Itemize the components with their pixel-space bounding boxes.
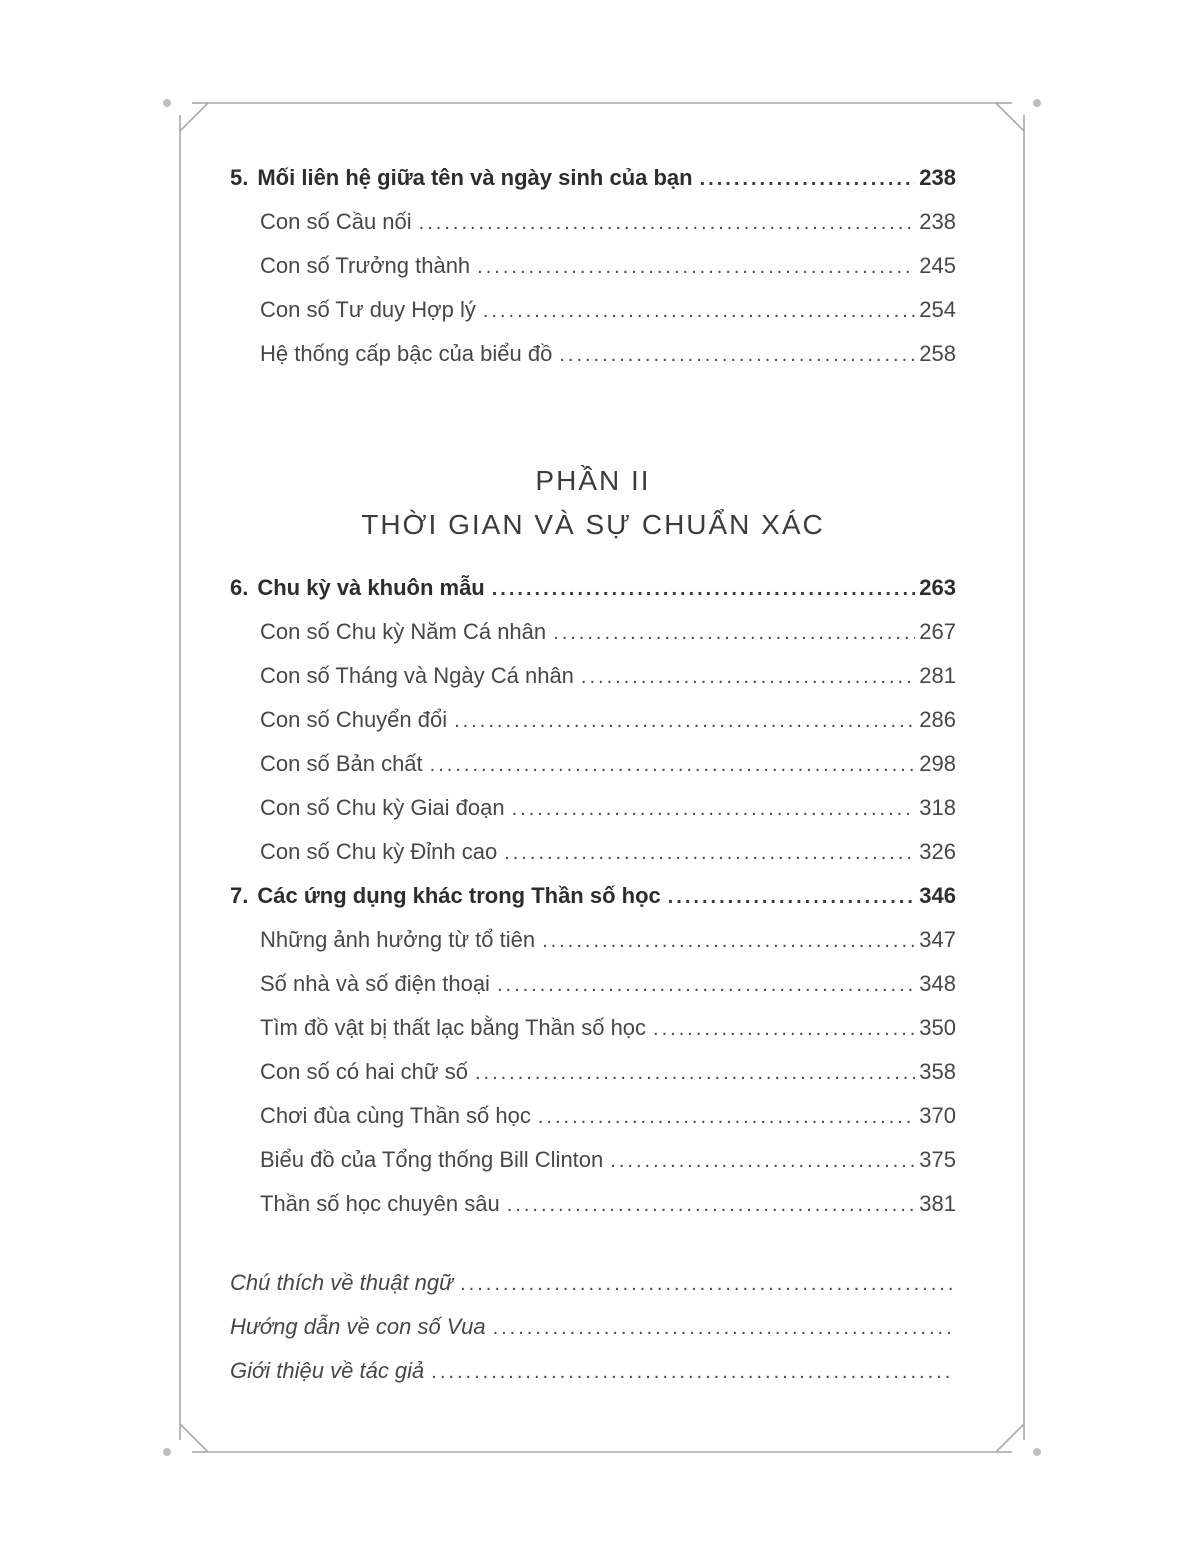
entry-title: Con số Chu kỳ Năm Cá nhân — [260, 619, 547, 644]
toc-sub-entry — [230, 332, 956, 376]
dot-leader — [512, 786, 916, 831]
page-number: 326 — [919, 839, 956, 864]
dot-leader — [507, 1182, 916, 1227]
page-number: 263 — [919, 575, 956, 600]
entry-title: Con số Chu kỳ Đỉnh cao — [260, 839, 498, 864]
page-number: 286 — [919, 707, 956, 732]
page-number: 298 — [919, 751, 956, 776]
entry-title: Chú thích về thuật ngữ — [230, 1270, 454, 1295]
part-heading — [230, 459, 956, 547]
page-number: 350 — [919, 1015, 956, 1040]
dot-leader — [493, 1305, 952, 1350]
dot-leader — [460, 1261, 952, 1306]
page-number: 375 — [919, 1147, 956, 1172]
page-number: 348 — [919, 971, 956, 996]
toc-sub-entry — [230, 1050, 956, 1094]
chapter-number: 6. — [230, 575, 249, 600]
dot-leader — [475, 1050, 915, 1095]
entry-title: Con số Trưởng thành — [260, 253, 471, 278]
dot-leader — [504, 830, 915, 875]
entry-title: Hướng dẫn về con số Vua — [230, 1314, 486, 1339]
entry-title: Tìm đồ vật bị thất lạc bằng Thần số học — [260, 1015, 647, 1040]
entry-title: Con số Tư duy Hợp lý — [260, 297, 476, 322]
toc-back-matter-entry — [230, 1261, 956, 1305]
toc-content — [230, 156, 956, 1393]
chapter-number: 5. — [230, 165, 249, 190]
chapter-number: 7. — [230, 883, 249, 908]
toc-sub-entry — [230, 918, 956, 962]
toc-back-matter-entry — [230, 1349, 956, 1393]
toc-chapter-entry — [230, 156, 956, 200]
entry-title: Con số Cầu nối — [260, 209, 412, 234]
entry-title: Giới thiệu về tác giả — [230, 1358, 425, 1383]
dot-leader — [477, 244, 915, 289]
entry-title: Con số Chuyển đổi — [260, 707, 448, 732]
part-heading-line: THỜI GIAN VÀ SỰ CHUẨN XÁC — [361, 509, 825, 540]
part-heading-line: PHẦN II — [535, 465, 651, 496]
page-number: 238 — [919, 165, 956, 190]
dot-leader — [700, 156, 916, 201]
dot-leader — [430, 742, 916, 787]
toc-chapter-entry — [230, 566, 956, 610]
toc-sub-entry — [230, 742, 956, 786]
dot-leader — [497, 962, 915, 1007]
dot-leader — [492, 566, 916, 611]
dot-leader — [553, 610, 915, 655]
page-number: 245 — [919, 253, 956, 278]
page-number: 254 — [919, 297, 956, 322]
entry-title: Biểu đồ của Tổng thống Bill Clinton — [260, 1147, 604, 1172]
toc-sub-entry — [230, 610, 956, 654]
toc-sub-entry — [230, 654, 956, 698]
entry-title: Chơi đùa cùng Thần số học — [260, 1103, 531, 1128]
page-number: 358 — [919, 1059, 956, 1084]
dot-leader — [559, 332, 915, 377]
dot-leader — [538, 1094, 915, 1139]
page-number: 347 — [919, 927, 956, 952]
toc-back-matter-entry — [230, 1305, 956, 1349]
entry-title: Chu kỳ và khuôn mẫu — [257, 575, 485, 600]
dot-leader — [653, 1006, 915, 1051]
toc-sub-entry — [230, 1006, 956, 1050]
toc-sub-entry — [230, 244, 956, 288]
entry-title: Các ứng dụng khác trong Thần số học — [257, 883, 661, 908]
dot-leader — [431, 1349, 952, 1394]
dot-leader — [581, 654, 915, 699]
page-number: 267 — [919, 619, 956, 644]
dot-leader — [483, 288, 915, 333]
dot-leader — [454, 698, 915, 743]
toc-sub-entry — [230, 698, 956, 742]
entry-title: Con số Chu kỳ Giai đoạn — [260, 795, 505, 820]
entry-title: Mối liên hệ giữa tên và ngày sinh của bạn — [257, 165, 693, 190]
dot-leader — [668, 874, 916, 919]
entry-title: Con số Bản chất — [260, 751, 423, 776]
entry-title: Những ảnh hưởng từ tổ tiên — [260, 927, 536, 952]
entry-title: Hệ thống cấp bậc của biểu đồ — [260, 341, 553, 366]
page-number: 381 — [919, 1191, 956, 1216]
page-number: 318 — [919, 795, 956, 820]
toc-sub-entry — [230, 962, 956, 1006]
page-number: 370 — [919, 1103, 956, 1128]
dot-leader — [419, 200, 916, 245]
toc-sub-entry — [230, 1182, 956, 1226]
page-number: 346 — [919, 883, 956, 908]
back-matter-list — [230, 1261, 956, 1393]
entry-title: Số nhà và số điện thoại — [260, 971, 490, 996]
toc-sub-entry — [230, 786, 956, 830]
toc-chapter-entry — [230, 874, 956, 918]
page-number: 281 — [919, 663, 956, 688]
toc-sub-entry — [230, 830, 956, 874]
toc-sub-entry — [230, 1138, 956, 1182]
toc-sub-entry — [230, 1094, 956, 1138]
dot-leader — [610, 1138, 915, 1183]
toc-sub-entry — [230, 288, 956, 332]
page-number: 238 — [919, 209, 956, 234]
entry-title: Con số Tháng và Ngày Cá nhân — [260, 663, 574, 688]
page-number: 258 — [919, 341, 956, 366]
entry-title: Thần số học chuyên sâu — [260, 1191, 500, 1216]
entry-title: Con số có hai chữ số — [260, 1059, 468, 1084]
toc-sub-entry — [230, 200, 956, 244]
dot-leader — [542, 918, 915, 963]
